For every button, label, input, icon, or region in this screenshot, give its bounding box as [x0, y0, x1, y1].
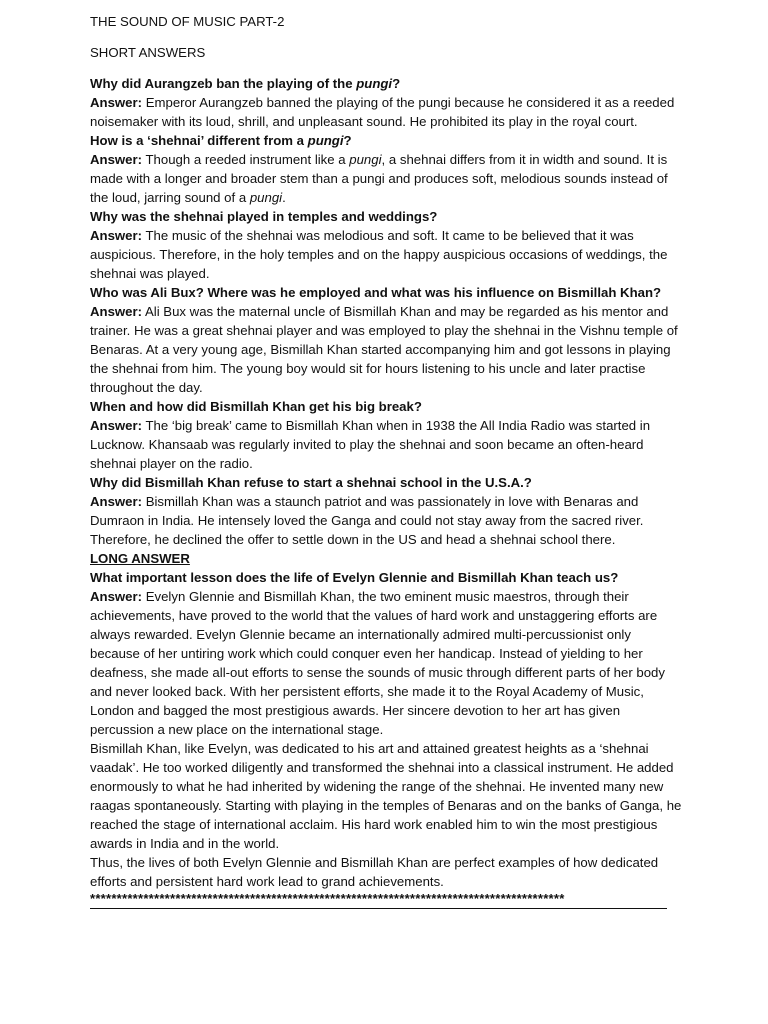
star-separator: ***************************************************************************************** — [90, 891, 565, 906]
long-answer-paragraph-1 — [90, 587, 682, 739]
question-text-segment: Why did Aurangzeb ban the playing of the — [90, 76, 357, 91]
short-answers-list — [90, 74, 682, 549]
answer-label: Answer: — [90, 494, 143, 509]
underline-rule — [90, 908, 667, 909]
answer-label: Answer: — [90, 152, 143, 167]
long-question: What important lesson does the life of Evelyn Glennie and Bismillah Khan teach us? — [90, 570, 619, 585]
question-text-segment: When and how did Bismillah Khan get his big break? — [90, 399, 422, 414]
question-3 — [90, 207, 682, 226]
long-answer-paragraph-2: Bismillah Khan, like Evelyn, was dedicated to his art and attained greatest heights as a ‘shehnai vaadak’. He too worked diligently and transformed the shehnai into a classical instrument. He added enormously to what he had inherited by widening the range of the shehnai. He invented many new raagas spontaneously. Starting with playing in the temples of Benaras and on the banks of Ganga, he reached the stage of international acclaim. His hard work enabled him to win the most prestigious awards in India and in the world. — [90, 741, 682, 851]
answer-text-segment: The ‘big break’ came to Bismillah Khan when in 1938 the All India Radio was started in Lucknow. Khansaab was regularly invited to play the shehnai and soon became an often-heard shehnai player on the radio. — [90, 418, 651, 471]
answer-label: Answer: — [90, 228, 143, 243]
answer-text-segment: pungi — [249, 190, 283, 205]
answer-1 — [90, 93, 682, 131]
answer-4 — [90, 302, 682, 397]
answer-6 — [90, 492, 682, 549]
question-text-segment: pungi — [307, 133, 344, 148]
long-answer-text: Evelyn Glennie and Bismillah Khan, the two eminent music maestros, through their achievements, have proved to the world that the values of hard work and unstaggering efforts are always rewarded. Evelyn Glennie became an internationally admired multi-percussionist only because of her untiring work which could conquer even her handicap. Instead of yielding to her deafness, she made all-out efforts to sense the sounds of music through different parts of her body and never looked back. With her persistent efforts, she made it to the Royal Academy of Music, London and bagged the most prestigious awards. Her sincere devotion to her art has given percussion a new place on the international stage. — [90, 589, 665, 737]
document-title: THE SOUND OF MUSIC PART-2 — [90, 14, 285, 29]
question-4 — [90, 283, 682, 302]
question-text-segment: ? — [343, 133, 352, 148]
answer-text-segment: , a shehnai differs from it in width and sound. It is made with a longer and broader stem than a pungi and produces soft, melodious sounds instead of the loud, jarring sound of a — [90, 152, 668, 205]
question-6 — [90, 473, 682, 492]
long-answer-heading: LONG ANSWER — [90, 551, 190, 566]
answer-5 — [90, 416, 682, 473]
question-text-segment: Why was the shehnai played in temples and weddings? — [90, 209, 438, 224]
answer-label: Answer: — [90, 418, 143, 433]
answer-label: Answer: — [90, 95, 143, 110]
answer-text-segment: pungi — [349, 152, 382, 167]
question-2 — [90, 131, 682, 150]
answer-2 — [90, 150, 682, 207]
answer-text-segment: The music of the shehnai was melodious and soft. It came to be believed that it was auspicious. Therefore, in the holy temples and on the happy auspicious occasions of weddings, the shehnai was played. — [90, 228, 668, 281]
question-text-segment: ? — [392, 76, 401, 91]
answer-text-segment: Though a reeded instrument like a — [145, 152, 350, 167]
question-text-segment: Why did Bismillah Khan refuse to start a shehnai school in the U.S.A.? — [90, 475, 532, 490]
answer-label: Answer: — [90, 304, 143, 319]
question-text-segment: pungi — [356, 76, 393, 91]
short-answers-heading: SHORT ANSWERS — [90, 45, 206, 60]
document-page — [90, 12, 682, 909]
answer-3 — [90, 226, 682, 283]
answer-text-segment: . — [282, 190, 286, 205]
question-5 — [90, 397, 682, 416]
long-answer-paragraph-3: Thus, the lives of both Evelyn Glennie and Bismillah Khan are perfect examples of how dedicated efforts and persistent hard work lead to grand achievements. — [90, 855, 659, 889]
answer-text-segment: Bismillah Khan was a staunch patriot and was passionately in love with Benaras and Dumraon in India. He intensely loved the Ganga and could not stay away from the sacred river. Therefore, he declined the offer to settle down in the US and head a shehnai school there. — [90, 494, 644, 547]
question-1 — [90, 74, 682, 93]
answer-text-segment: Ali Bux was the maternal uncle of Bismillah Khan and may be regarded as his mentor and trainer. He was a great shehnai player and was employed to play the shehnai in the Vishnu temple of Benaras. At a very young age, Bismillah Khan started accompanying him and got lessons in playing the shehnai from him. The young boy would sit for hours listening to his uncle and later practise throughout the day. — [90, 304, 678, 395]
answer-label: Answer: — [90, 589, 143, 604]
question-text-segment: Who was Ali Bux? Where was he employed and what was his influence on Bismillah Khan? — [90, 285, 662, 300]
question-text-segment: How is a ‘shehnai’ different from a — [90, 133, 308, 148]
answer-text-segment: Emperor Aurangzeb banned the playing of the pungi because he considered it as a reeded noisemaker with its loud, shrill, and unpleasant sound. He prohibited its play in the royal court. — [90, 95, 675, 129]
